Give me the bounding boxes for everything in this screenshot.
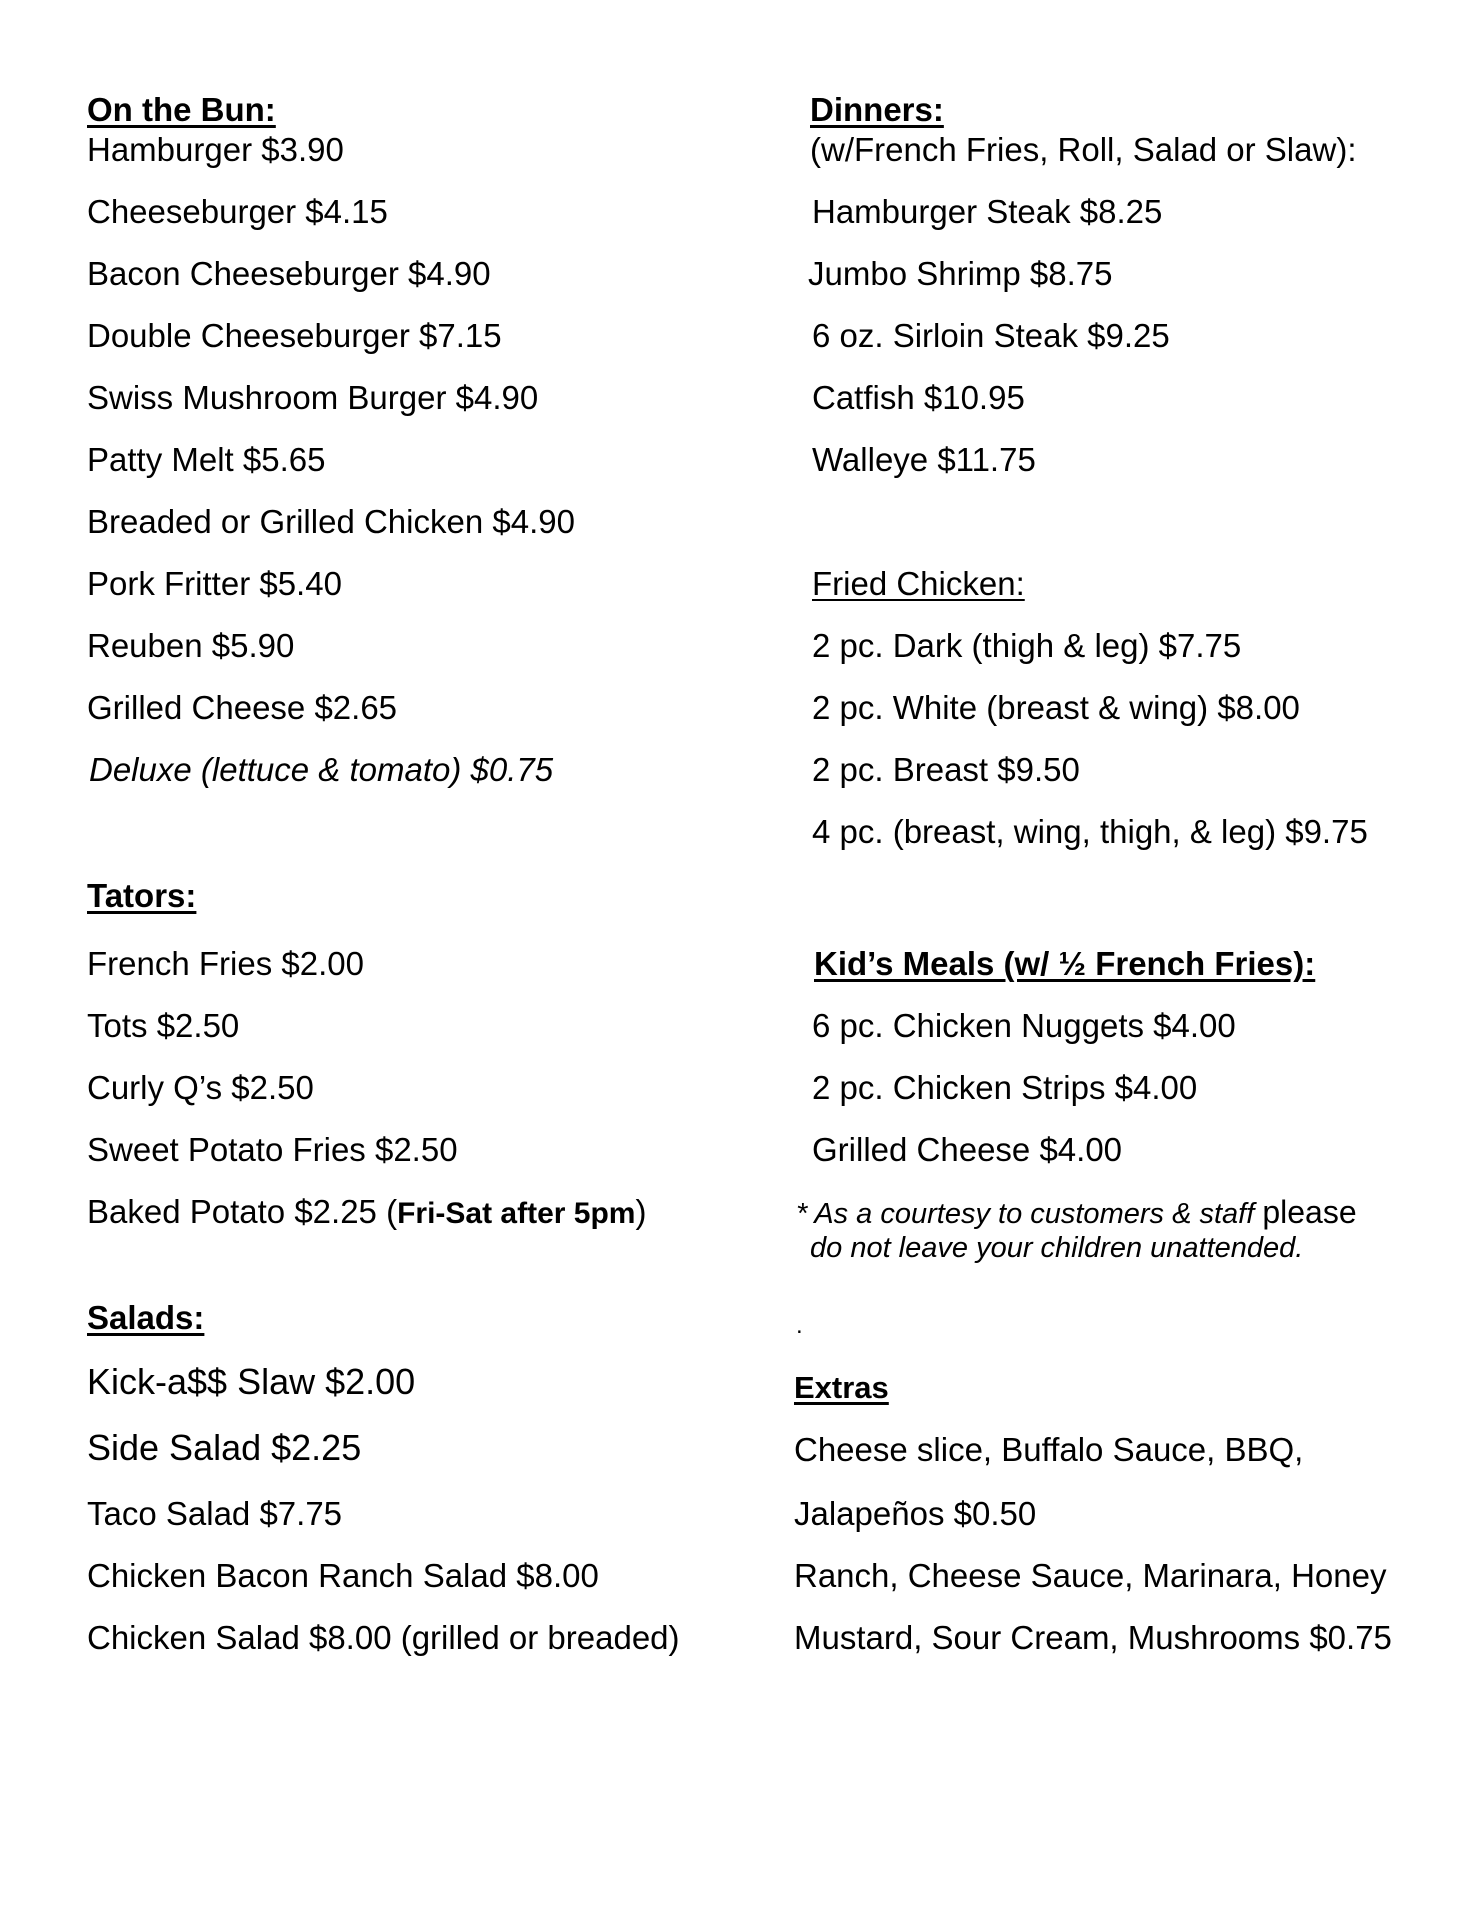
- menu-item-hamburger-steak: Hamburger Steak $8.25: [812, 193, 1163, 230]
- extras-heading: Extras: [794, 1370, 889, 1405]
- kids-courtesy-note-line1: [796, 1194, 1357, 1232]
- kids-note-please: please: [1262, 1194, 1357, 1230]
- stray-dot: .: [796, 1312, 803, 1339]
- menu-item-patty-melt: Patty Melt $5.65: [87, 441, 326, 478]
- menu-item-sirloin-steak: 6 oz. Sirloin Steak $9.25: [812, 317, 1170, 354]
- menu-item-reuben: Reuben $5.90: [87, 627, 295, 664]
- extras-line-4: Mustard, Sour Cream, Mushrooms $0.75: [794, 1619, 1392, 1656]
- kids-courtesy-note-line2: do not leave your children unattended.: [810, 1232, 1304, 1264]
- menu-item-kids-grilled-cheese: Grilled Cheese $4.00: [812, 1131, 1123, 1168]
- menu-item-double-cheeseburger: Double Cheeseburger $7.15: [87, 317, 502, 354]
- menu-item-chicken-sandwich: Breaded or Grilled Chicken $4.90: [87, 503, 575, 540]
- baked-potato-label: Baked Potato $2.25 (: [87, 1193, 398, 1230]
- menu-item-chicken-salad: Chicken Salad $8.00 (grilled or breaded): [87, 1619, 680, 1656]
- extras-line-3: Ranch, Cheese Sauce, Marinara, Honey: [794, 1557, 1387, 1594]
- menu-item-chicken-bacon-ranch-salad: Chicken Bacon Ranch Salad $8.00: [87, 1557, 599, 1594]
- menu-item-hamburger: Hamburger $3.90: [87, 131, 344, 168]
- menu-item-deluxe: Deluxe (lettuce & tomato) $0.75: [89, 751, 554, 788]
- menu-item-chicken-strips: 2 pc. Chicken Strips $4.00: [812, 1069, 1198, 1106]
- dinners-subtitle: (w/French Fries, Roll, Salad or Slaw):: [810, 131, 1357, 168]
- menu-item-jumbo-shrimp: Jumbo Shrimp $8.75: [808, 255, 1113, 292]
- menu-item-baked-potato: [87, 1192, 646, 1234]
- menu-item-tots: Tots $2.50: [87, 1007, 240, 1044]
- extras-line-1: Cheese slice, Buffalo Sauce, BBQ,: [794, 1431, 1304, 1468]
- salads-heading: Salads:: [87, 1299, 205, 1336]
- extras-line-2: Jalapeños $0.50: [794, 1495, 1037, 1532]
- fried-chicken-heading: Fried Chicken:: [812, 565, 1025, 602]
- kids-note-italic: * As a courtesy to customers & staff: [796, 1198, 1263, 1230]
- menu-item-2pc-dark: 2 pc. Dark (thigh & leg) $7.75: [812, 627, 1242, 664]
- menu-item-bacon-cheeseburger: Bacon Cheeseburger $4.90: [87, 255, 491, 292]
- tators-heading: Tators:: [87, 877, 197, 914]
- menu-item-walleye: Walleye $11.75: [812, 441, 1036, 478]
- menu-item-2pc-white: 2 pc. White (breast & wing) $8.00: [812, 689, 1300, 726]
- menu-item-catfish: Catfish $10.95: [812, 379, 1025, 416]
- on-the-bun-heading: On the Bun:: [87, 91, 276, 128]
- menu-item-chicken-nuggets: 6 pc. Chicken Nuggets $4.00: [812, 1007, 1236, 1044]
- menu-item-grilled-cheese: Grilled Cheese $2.65: [87, 689, 398, 726]
- menu-item-taco-salad: Taco Salad $7.75: [87, 1495, 343, 1532]
- menu-item-4pc: 4 pc. (breast, wing, thigh, & leg) $9.75: [812, 813, 1368, 850]
- menu-item-side-salad: Side Salad $2.25: [87, 1427, 362, 1468]
- menu-item-slaw: Kick-a$$ Slaw $2.00: [87, 1361, 416, 1402]
- menu-item-cheeseburger: Cheeseburger $4.15: [87, 193, 388, 230]
- baked-potato-availability: Fri-Sat after 5pm: [397, 1197, 636, 1230]
- baked-potato-close: ): [635, 1193, 647, 1230]
- dinners-heading: Dinners:: [810, 91, 944, 128]
- menu-item-pork-fritter: Pork Fritter $5.40: [87, 565, 342, 602]
- menu-item-swiss-mushroom-burger: Swiss Mushroom Burger $4.90: [87, 379, 539, 416]
- menu-item-curly-qs: Curly Q’s $2.50: [87, 1069, 314, 1106]
- menu-item-2pc-breast: 2 pc. Breast $9.50: [812, 751, 1080, 788]
- menu-item-french-fries: French Fries $2.00: [87, 945, 364, 982]
- menu-item-sweet-potato-fries: Sweet Potato Fries $2.50: [87, 1131, 458, 1168]
- kids-meals-heading: Kid’s Meals (w/ ½ French Fries):: [814, 945, 1316, 982]
